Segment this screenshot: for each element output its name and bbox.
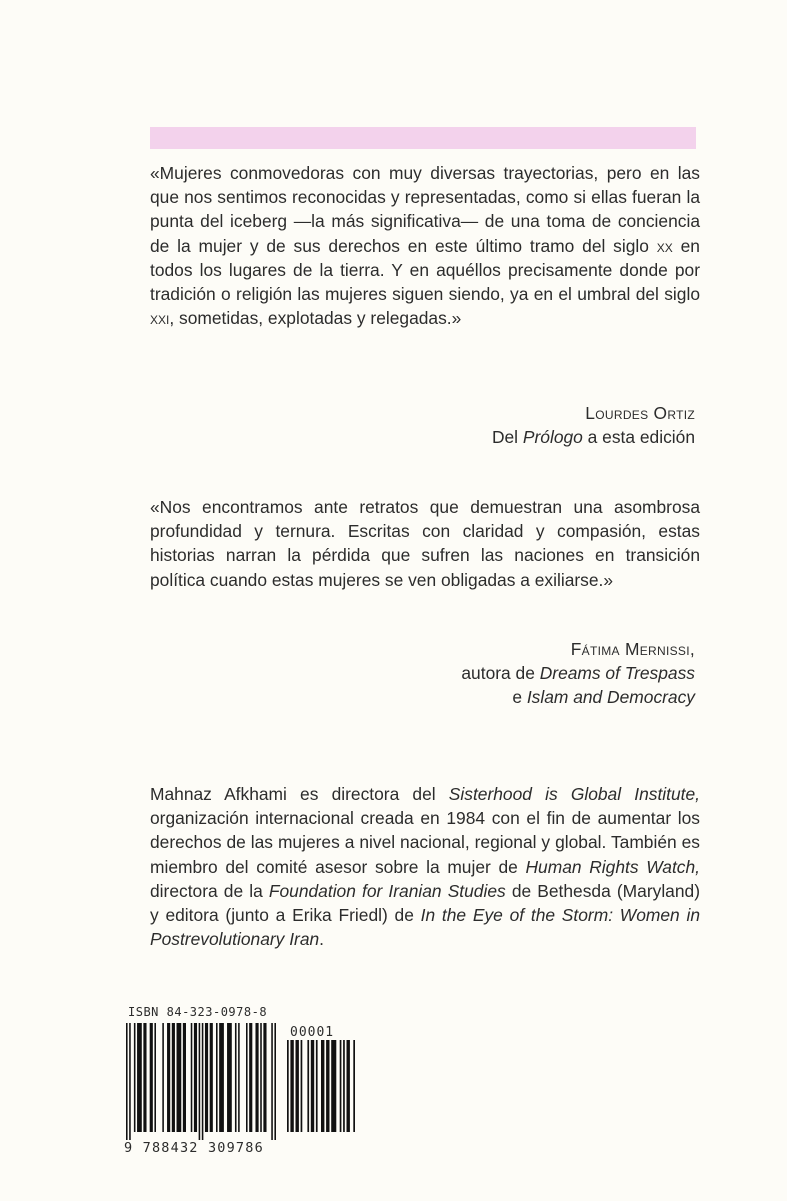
author-bio: Mahnaz Afkhami es directora del Sisterhood is Global Institute, organización internacional creada en 1984 con el fin de aumentar los derechos de las mujeres a nivel nacional, regional y global. También es miembro del comité asesor sobre la mujer de Human Rights Watch, directora de la Foundation for Iranian Studies de Bethesda (Maryland) y editora (junto a Erika Friedl) de In the Eye of the Storm: Women in Postrevolutionary Iran. [150, 784, 701, 950]
decorative-band [150, 127, 696, 149]
attribution-lourdes-ortiz [492, 401, 695, 449]
barcode-icon [126, 1023, 276, 1140]
quote-fatima-mernissi: «Nos encontramos ante retratos que demuestran una asombrosa profundidad y ternura. Escritas con claridad y compasión, estas historias narran la pérdida que sufren las naciones en transición política cuando estas mujeres se ven obligadas a exiliarse.» [150, 497, 700, 590]
barcode-addon-icon [287, 1040, 355, 1140]
attribution-work-2: e Islam and Democracy [512, 687, 695, 708]
attribution-source: Del Prólogo a esta edición [491, 427, 695, 448]
author-name: Lourdes Ortiz [585, 403, 695, 423]
barcode-addon-digits: 00001 [290, 1025, 335, 1040]
isbn-label: ISBN 84-323-0978-8 [128, 1005, 268, 1019]
quote-lourdes-ortiz: «Mujeres conmovedoras con muy diversas trayectorias, pero en las que nos sentimos reconocidas y representadas, como si ellas fueran la punta del iceberg —la más significativa— de una toma de conciencia de la mujer y de sus derechos en este último tramo del siglo xx en todos los lugares de la tierra. Y en aquéllos precisamente donde por tradición o religión las mujeres siguen siendo, ya en el umbral del siglo xxi, sometidas, explotadas y relegadas.» [150, 163, 700, 329]
attribution-fatima-mernissi [461, 637, 695, 710]
author-name: Fátima Mernissi, [570, 639, 695, 659]
attribution-work-1: autora de Dreams of Trespass [461, 663, 695, 684]
ean-digits: 9 788432 309786 [124, 1140, 264, 1156]
